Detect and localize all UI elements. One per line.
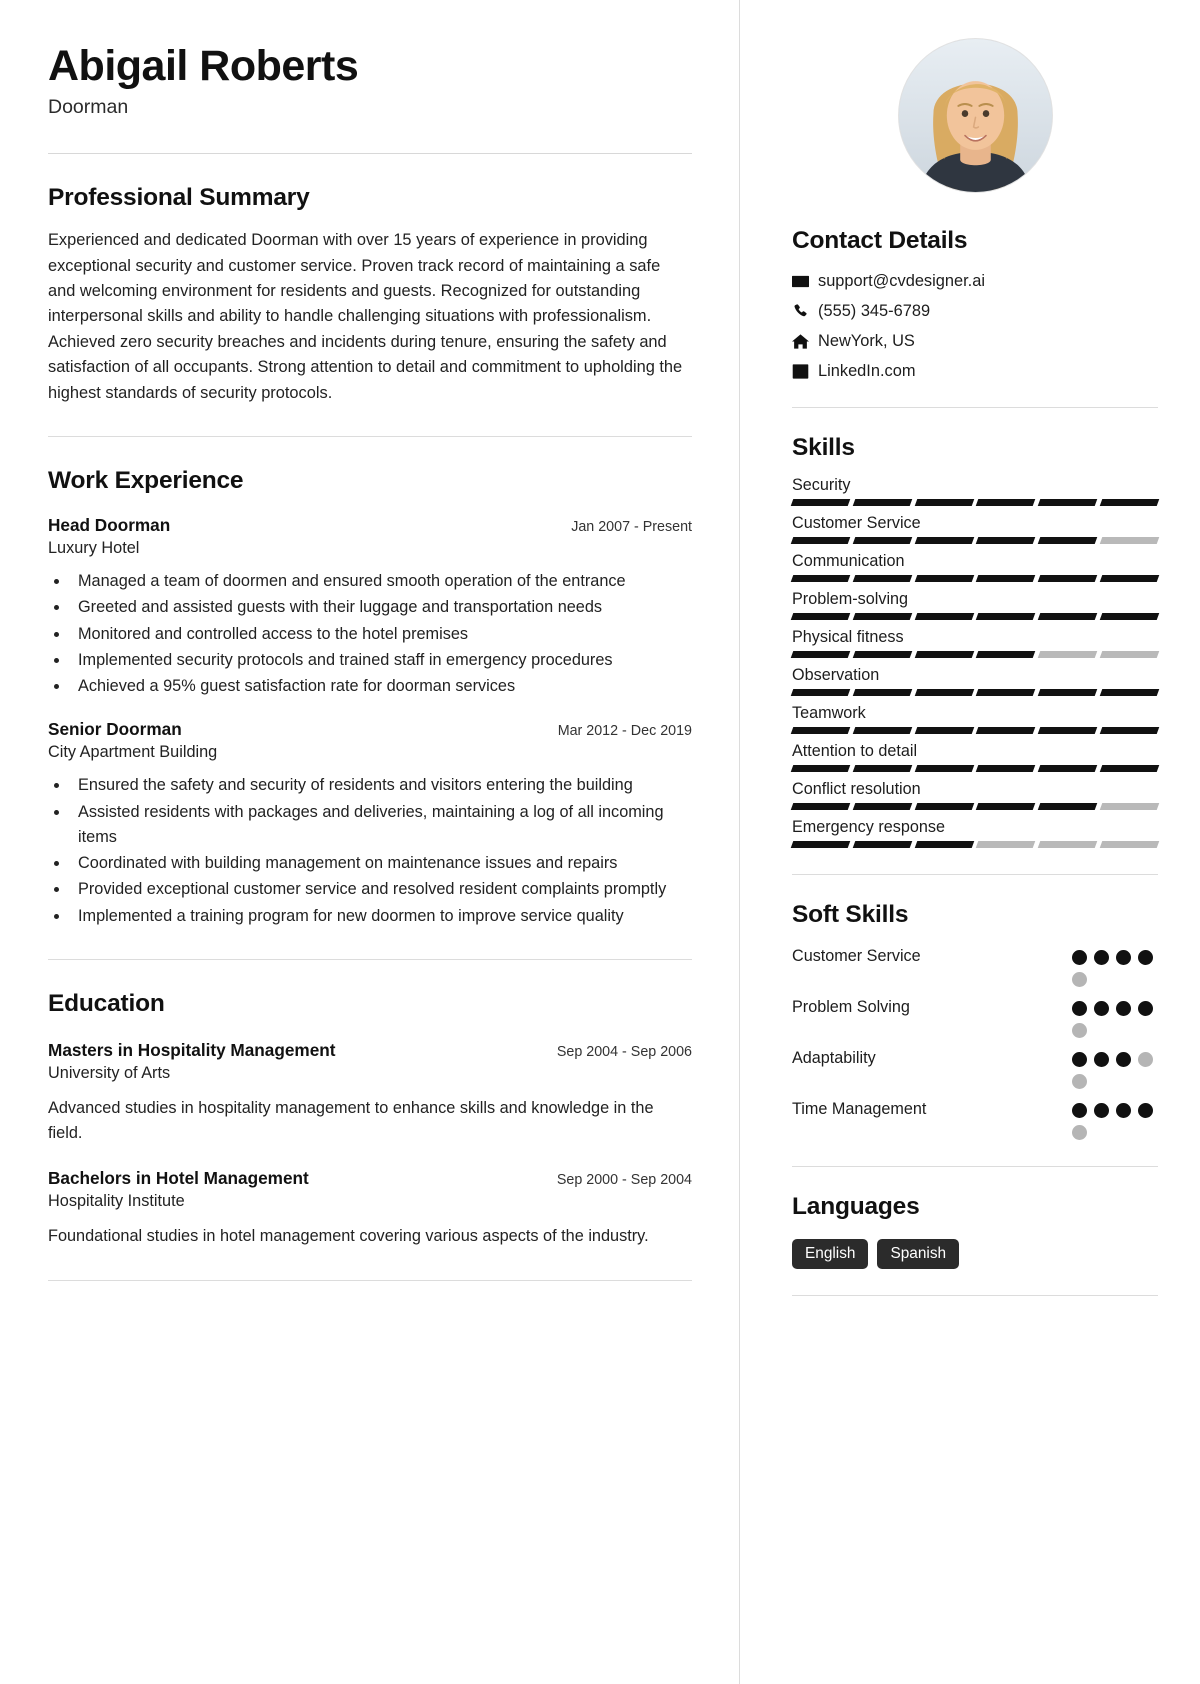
linkedin-icon (792, 363, 818, 380)
skill-label: Attention to detail (792, 742, 918, 760)
rating-dot-filled (1138, 1001, 1153, 1016)
skill-level-bar (792, 613, 1158, 620)
work-bullet: • Managed a team of doormen and ensured smooth operation of the entrance (70, 569, 692, 594)
skill-segment-filled (914, 537, 973, 544)
skill-segment-filled (914, 841, 973, 848)
work-date: Jan 2007 - Present (571, 519, 692, 536)
skill-row (792, 590, 1158, 620)
education-entry (48, 1040, 692, 1147)
skill-label: Conflict resolution (792, 780, 921, 798)
skill-segment-filled (976, 613, 1035, 620)
avatar-container (792, 38, 1158, 193)
languages-heading: Languages (792, 1193, 920, 1220)
rating-dot-empty (1072, 1023, 1087, 1038)
skill-segment-filled (1100, 689, 1159, 696)
work-bullet: • Coordinated with building management on maintenance issues and repairs (70, 851, 692, 876)
skill-segment-filled (914, 803, 973, 810)
skill-segment-filled (1100, 575, 1159, 582)
skill-row (792, 628, 1158, 658)
skill-segment-filled (791, 689, 850, 696)
work-role: Senior Doorman (48, 719, 182, 740)
skill-label: Problem-solving (792, 590, 909, 608)
work-experience-section (48, 467, 692, 929)
work-bullets (70, 773, 692, 929)
skill-segment-filled (791, 613, 850, 620)
skill-segment-filled (1100, 765, 1159, 772)
skill-segment-filled (791, 841, 850, 848)
work-bullet: • Assisted residents with packages and deliveries, maintaining a log of all incoming items (70, 800, 692, 851)
soft-skill-row (792, 996, 1158, 1038)
skill-segment-filled (1038, 537, 1097, 544)
education-entry-header (48, 1040, 692, 1061)
skill-label: Teamwork (792, 704, 866, 722)
rating-dot-filled (1094, 1103, 1109, 1118)
skill-label: Communication (792, 552, 905, 570)
phone-icon (792, 303, 818, 320)
skills-list (792, 476, 1158, 848)
skill-segment-filled (976, 575, 1035, 582)
soft-skills-list (792, 945, 1158, 1140)
soft-skills-section (792, 901, 1158, 1140)
skill-segment-filled (853, 575, 912, 582)
skill-level-bar (792, 575, 1158, 582)
skill-segment-empty (1038, 841, 1097, 848)
skill-segment-filled (914, 689, 973, 696)
work-date: Mar 2012 - Dec 2019 (557, 723, 692, 740)
home-icon (792, 333, 818, 350)
work-organization: City Apartment Building (48, 743, 218, 762)
work-bullet: • Greeted and assisted guests with their luggage and transportation needs (70, 595, 692, 620)
rating-dot-empty (1072, 972, 1087, 987)
skill-segment-empty (1100, 651, 1159, 658)
skill-segment-filled (791, 803, 850, 810)
education-entry-header (48, 1168, 692, 1189)
education-school: University of Arts (48, 1063, 171, 1082)
skill-row (792, 780, 1158, 810)
skill-segment-filled (1038, 613, 1097, 620)
work-bullet: • Achieved a 95% guest satisfaction rate for doorman services (70, 674, 692, 699)
skill-level-bar (792, 651, 1158, 658)
skill-segment-filled (914, 613, 973, 620)
work-entry (48, 719, 692, 929)
education-divider (48, 1280, 692, 1281)
rating-dot-filled (1116, 1001, 1131, 1016)
skill-segment-filled (853, 613, 912, 620)
skill-segment-filled (853, 803, 912, 810)
skill-level-bar (792, 727, 1158, 734)
skill-segment-filled (853, 727, 912, 734)
soft-skill-row (792, 945, 1158, 987)
skill-level-bar (792, 689, 1158, 696)
skill-label: Observation (792, 666, 880, 684)
education-degree: Masters in Hospitality Management (48, 1039, 336, 1060)
rating-dot-filled (1116, 950, 1131, 965)
education-description: Foundational studies in hotel management covering various aspects of the industry. (48, 1227, 649, 1246)
soft-skill-row (792, 1047, 1158, 1089)
work-divider (48, 959, 692, 960)
skill-label: Emergency response (792, 818, 945, 836)
work-bullet: • Ensured the safety and security of residents and visitors entering the building (70, 773, 692, 798)
skills-divider (792, 874, 1158, 875)
skill-segment-empty (1100, 537, 1159, 544)
skill-segment-filled (914, 765, 973, 772)
education-date: Sep 2000 - Sep 2004 (556, 1172, 692, 1189)
rating-dot-filled (1138, 950, 1153, 965)
contact-value-email: support@cvdesigner.ai (818, 272, 985, 290)
skill-row (792, 818, 1158, 848)
skill-segment-empty (1038, 651, 1097, 658)
skill-segment-empty (1100, 803, 1159, 810)
soft-skill-label: Time Management (792, 1100, 927, 1118)
skills-heading: Skills (792, 434, 855, 461)
skill-segment-filled (1038, 727, 1097, 734)
contact-value-location: NewYork, US (818, 332, 915, 350)
avatar-photo (899, 39, 1052, 192)
skill-segment-filled (976, 499, 1035, 506)
work-entry-header (48, 515, 692, 536)
soft-skills-divider (792, 1166, 1158, 1167)
summary-heading: Professional Summary (48, 184, 310, 212)
summary-divider (48, 436, 692, 437)
skill-segment-filled (1038, 575, 1097, 582)
rating-dot-filled (1116, 1052, 1131, 1067)
skill-segment-filled (976, 765, 1035, 772)
skill-level-bar (792, 537, 1158, 544)
header-divider (48, 153, 692, 154)
skill-segment-filled (976, 651, 1035, 658)
rating-dot-filled (1138, 1103, 1153, 1118)
skill-segment-filled (791, 575, 850, 582)
skill-label: Security (792, 476, 851, 494)
soft-skill-rating (1072, 996, 1158, 1038)
skill-segment-filled (1100, 727, 1159, 734)
skill-row (792, 514, 1158, 544)
skill-segment-filled (791, 727, 850, 734)
skill-segment-filled (791, 651, 850, 658)
soft-skill-rating (1072, 945, 1158, 987)
skill-segment-filled (853, 651, 912, 658)
languages-list (792, 1239, 1158, 1269)
contact-list (792, 272, 1158, 381)
skill-segment-filled (791, 765, 850, 772)
header-block (48, 42, 692, 119)
education-section (48, 990, 692, 1250)
skill-level-bar (792, 499, 1158, 506)
skill-segment-filled (1038, 499, 1097, 506)
soft-skill-rating (1072, 1047, 1158, 1089)
skill-level-bar (792, 765, 1158, 772)
skill-label: Customer Service (792, 514, 921, 532)
languages-divider (792, 1295, 1158, 1296)
skill-segment-filled (976, 537, 1035, 544)
languages-section (792, 1193, 1158, 1269)
education-entry (48, 1168, 692, 1249)
skill-segment-filled (914, 499, 973, 506)
contact-item-location[interactable] (792, 332, 1158, 351)
rating-dot-filled (1094, 1052, 1109, 1067)
work-bullet: • Provided exceptional customer service and resolved resident complaints promptly (70, 877, 692, 902)
skill-segment-filled (1100, 613, 1159, 620)
work-role: Head Doorman (48, 515, 171, 536)
contact-item-linkedin[interactable] (792, 362, 1158, 381)
rating-dot-empty (1072, 1125, 1087, 1140)
education-degree: Bachelors in Hotel Management (48, 1168, 309, 1189)
soft-skill-label: Problem Solving (792, 998, 910, 1016)
avatar (898, 38, 1053, 193)
skill-segment-filled (791, 499, 850, 506)
skill-segment-filled (976, 803, 1035, 810)
skills-section (792, 434, 1158, 848)
skill-segment-filled (976, 727, 1035, 734)
skill-segment-filled (914, 651, 973, 658)
contact-item-email[interactable] (792, 272, 1158, 291)
skill-row (792, 666, 1158, 696)
skill-row (792, 742, 1158, 772)
candidate-name: Abigail Roberts (48, 42, 359, 90)
skill-segment-filled (1038, 765, 1097, 772)
language-tag: English (792, 1239, 868, 1269)
work-bullet: • Implemented a training program for new doormen to improve service quality (70, 904, 692, 929)
contact-divider (792, 407, 1158, 408)
language-tag: Spanish (877, 1239, 959, 1269)
rating-dot-filled (1072, 1103, 1087, 1118)
skill-segment-filled (914, 727, 973, 734)
rating-dot-filled (1072, 950, 1087, 965)
skill-segment-filled (853, 537, 912, 544)
skill-segment-filled (914, 575, 973, 582)
skill-segment-filled (1038, 803, 1097, 810)
education-school: Hospitality Institute (48, 1192, 185, 1211)
education-description: Advanced studies in hospitality management to enhance skills and knowledge in the field. (48, 1098, 654, 1143)
soft-skill-label: Customer Service (792, 947, 921, 965)
right-column (740, 0, 1200, 1684)
rating-dot-filled (1072, 1001, 1087, 1016)
skill-segment-empty (1100, 841, 1159, 848)
envelope-icon (792, 273, 818, 290)
soft-skill-rating (1072, 1098, 1158, 1140)
work-bullets (70, 569, 692, 699)
contact-value-linkedin: LinkedIn.com (818, 362, 916, 380)
skill-label: Physical fitness (792, 628, 904, 646)
candidate-job-title: Doorman (48, 96, 129, 119)
work-heading: Work Experience (48, 467, 244, 495)
work-entry (48, 515, 692, 699)
skill-row (792, 704, 1158, 734)
skill-row (792, 476, 1158, 506)
work-bullet: • Monitored and controlled access to the hotel premises (70, 622, 692, 647)
education-date: Sep 2004 - Sep 2006 (556, 1043, 692, 1060)
skill-segment-filled (976, 689, 1035, 696)
contact-section (792, 227, 1158, 381)
soft-skill-label: Adaptability (792, 1049, 876, 1067)
skill-segment-filled (1100, 499, 1159, 506)
contact-item-phone[interactable] (792, 302, 1158, 321)
skill-row (792, 552, 1158, 582)
rating-dot-filled (1116, 1103, 1131, 1118)
rating-dot-empty (1138, 1052, 1153, 1067)
contact-heading: Contact Details (792, 227, 968, 254)
skill-segment-filled (1038, 689, 1097, 696)
skill-level-bar (792, 841, 1158, 848)
soft-skills-heading: Soft Skills (792, 901, 909, 928)
education-heading: Education (48, 989, 165, 1017)
summary-text: Experienced and dedicated Doorman with over 15 years of experience in providing exceptional security and customer service. Proven track record of maintaining a safe and welcoming environment for residents and guests. Recognized for outstanding interpersonal skills and ability to handle challenging situations with professionalism. Achieved zero security breaches and incidents during tenure, ensuring the safety and satisfaction of all occupants. Strong attention to detail and commitment to upholding the highest standards of security protocols. (48, 231, 683, 402)
skill-segment-filled (853, 841, 912, 848)
contact-value-phone: (555) 345-6789 (818, 302, 931, 320)
professional-summary-section (48, 184, 692, 406)
skill-segment-filled (853, 499, 912, 506)
soft-skill-row (792, 1098, 1158, 1140)
skill-segment-filled (853, 765, 912, 772)
rating-dot-empty (1072, 1074, 1087, 1089)
column-divider (739, 0, 740, 1684)
work-bullet: • Implemented security protocols and trained staff in emergency procedures (70, 648, 692, 673)
rating-dot-filled (1094, 1001, 1109, 1016)
rating-dot-filled (1094, 950, 1109, 965)
skill-segment-empty (976, 841, 1035, 848)
rating-dot-filled (1072, 1052, 1087, 1067)
work-organization: Luxury Hotel (48, 539, 140, 558)
skill-segment-filled (853, 689, 912, 696)
work-entry-header (48, 719, 692, 740)
skill-level-bar (792, 803, 1158, 810)
skill-segment-filled (791, 537, 850, 544)
